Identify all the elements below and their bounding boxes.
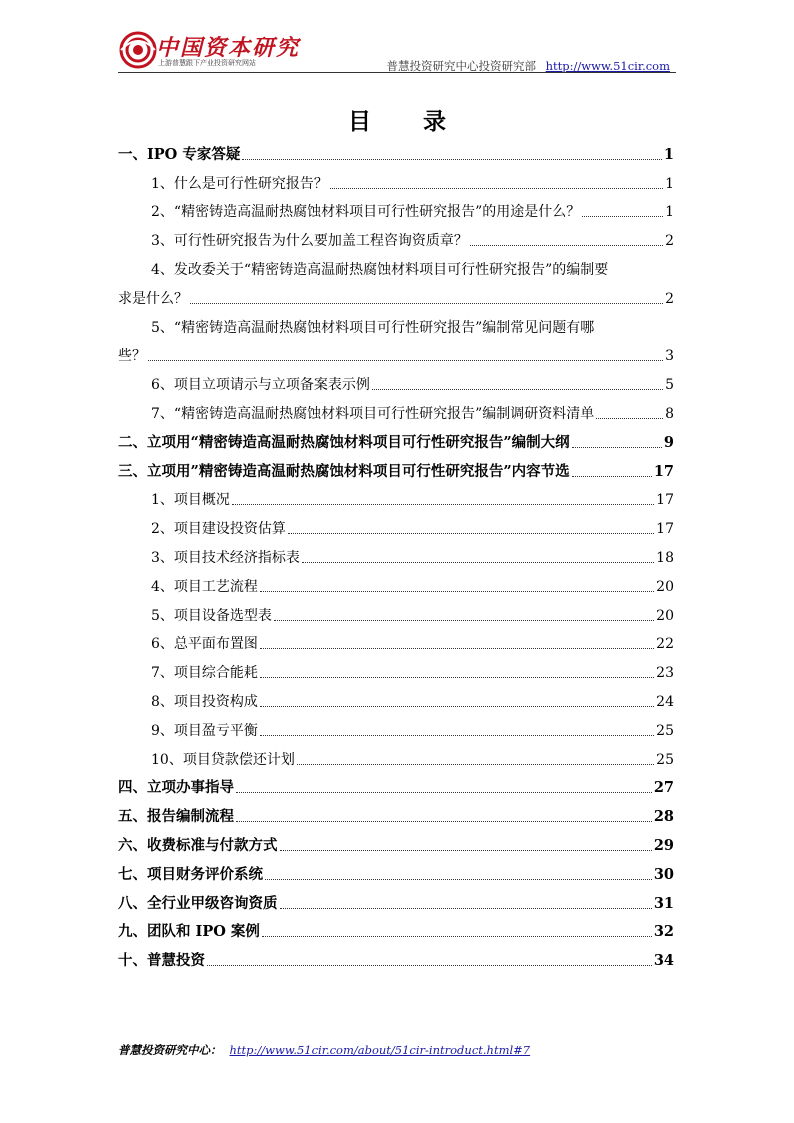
toc-page-number: 9 [663,433,674,451]
toc-entry-text: 6、总平面布置图 [151,636,258,653]
site-link[interactable]: http://www.51cir.com [545,59,670,73]
toc-entry-text: 8、项目投资构成 [151,693,258,710]
toc-page-number: 17 [653,462,674,480]
toc-entry[interactable] [118,399,674,428]
toc-page-number: 17 [656,521,674,538]
toc-chapter[interactable] [118,140,674,169]
toc-entry-text: 七、项目财务评价系统 [118,865,263,883]
toc-entry-text: 五、报告编制流程 [118,808,234,826]
toc-entry[interactable] [118,226,674,255]
toc-page-number: 22 [656,636,674,653]
toc-page-number: 23 [656,665,674,682]
toc-entry-text: 4、项目工艺流程 [151,578,258,595]
toc-entry-first-line[interactable] [118,255,674,284]
table-of-contents [118,140,674,975]
logo[interactable] [118,28,301,72]
toc-chapter[interactable] [118,428,674,457]
toc-page-number: 1 [663,145,674,163]
toc-page-number: 1 [665,175,674,192]
toc-page-number: 20 [656,607,674,624]
toc-entry-text: 3、可行性研究报告为什么要加盖工程咨询资质章？ [151,233,468,250]
toc-entry-text: 八、全行业甲级咨询资质 [118,894,278,912]
toc-page-number: 5 [665,377,674,394]
toc-entry[interactable] [118,342,674,371]
toc-page-number: 34 [653,952,674,970]
toc-chapter[interactable] [118,802,674,831]
toc-page-number: 25 [656,751,674,768]
dot-leader [148,360,663,361]
toc-entry[interactable] [118,370,674,399]
toc-chapter[interactable] [118,457,674,486]
toc-entry-text: 6、项目立项请示与立项备案表示例 [151,377,370,394]
dot-leader [242,159,662,160]
toc-page-number: 3 [665,348,674,365]
dot-leader [288,533,654,534]
dot-leader [596,418,663,419]
toc-entry-text: 5、“精密铸造高温耐热腐蚀材料项目可行性研究报告”编制常见问题有哪 [151,319,595,336]
toc-entry[interactable] [118,543,674,572]
toc-entry-text: 10、项目贷款偿还计划 [151,751,295,768]
toc-chapter[interactable] [118,918,674,947]
dot-leader [470,245,663,246]
toc-entry-text: 3、项目技术经济指标表 [151,549,300,566]
logo-title: 中国资本研究 [156,35,301,61]
toc-page-number: 18 [656,549,674,566]
dot-leader [572,447,662,448]
toc-chapter[interactable] [118,860,674,889]
toc-entry-text: 九、团队和 IPO 案例 [118,923,260,941]
page-header [118,28,676,74]
toc-page-number: 8 [665,405,674,422]
page-title: 目 录 [347,108,468,135]
toc-entry[interactable] [118,630,674,659]
toc-entry-text: 十、普慧投资 [118,952,205,970]
dot-leader [302,562,654,563]
toc-entry-text: 2、“精密铸造高温耐热腐蚀材料项目可行性研究报告”的用途是什么？ [151,204,581,221]
dot-leader [265,879,652,880]
toc-page-number: 27 [653,779,674,797]
dot-leader [236,792,652,793]
toc-entry-text: 四、立项办事指导 [118,779,234,797]
toc-entry[interactable] [118,486,674,515]
toc-entry-first-line[interactable] [118,313,674,342]
toc-chapter[interactable] [118,831,674,860]
dot-leader [572,476,652,477]
toc-entry[interactable] [118,198,674,227]
toc-page-number: 20 [656,578,674,595]
dot-leader [274,620,654,621]
toc-entry-text: 一、IPO 专家答疑 [118,145,241,163]
toc-entry-text: 二、立项用“精密铸造高温耐热腐蚀材料项目可行性研究报告”编制大纲 [118,433,570,451]
toc-entry-text: 些？ [118,348,146,365]
org-name: 普慧投资研究中心投资研究部 [386,59,536,73]
toc-entry-text: 六、收费标准与付款方式 [118,836,278,854]
logo-subtitle: 上游普慧跟下产业投资研究网站 [158,59,256,67]
footer-label: 普慧投资研究中心： [118,1043,222,1057]
toc-entry-text: 1、项目概况 [151,492,230,509]
toc-chapter[interactable] [118,946,674,975]
toc-entry[interactable] [118,716,674,745]
dot-leader [262,936,652,937]
dot-leader [582,216,663,217]
toc-entry-text: 三、立项用”精密铸造高温耐热腐蚀材料项目可行性研究报告”内容节选 [118,462,570,480]
toc-page-number: 17 [656,492,674,509]
toc-entry[interactable] [118,658,674,687]
toc-page-number: 30 [653,865,674,883]
toc-entry-text: 1、什么是可行性研究报告？ [151,175,328,192]
dot-leader [260,706,654,707]
toc-page-number: 25 [656,722,674,739]
toc-entry-text: 7、“精密铸造高温耐热腐蚀材料项目可行性研究报告”编制调研资料清单 [151,405,595,422]
toc-entry-text: 4、发改委关于“精密铸造高温耐热腐蚀材料项目可行性研究报告”的编制要 [151,261,609,278]
dot-leader [232,504,654,505]
toc-entry[interactable] [118,687,674,716]
toc-chapter[interactable] [118,889,674,918]
toc-entry[interactable] [118,601,674,630]
toc-entry[interactable] [118,745,674,774]
dot-leader [236,821,652,822]
dot-leader [280,850,652,851]
dot-leader [260,677,654,678]
toc-page-number: 29 [653,836,674,854]
toc-page-number: 28 [653,808,674,826]
toc-page-number: 32 [653,923,674,941]
toc-entry[interactable] [118,514,674,543]
dot-leader [372,389,663,390]
toc-entry[interactable] [118,169,674,198]
dot-leader [260,735,654,736]
header-divider [118,72,676,73]
toc-page-number: 2 [665,290,674,307]
page-footer [118,1042,530,1058]
dot-leader [280,908,652,909]
logo-swirl-icon [118,30,158,70]
toc-page-number: 24 [656,693,674,710]
toc-entry-text: 5、项目设备选型表 [151,607,272,624]
dot-leader [330,188,663,189]
dot-leader [207,965,652,966]
footer-link[interactable]: http://www.51cir.com/about/51cir-introduct.html#7 [229,1043,531,1057]
toc-entry-text: 7、项目综合能耗 [151,665,258,682]
toc-entry[interactable] [118,284,674,313]
toc-chapter[interactable] [118,774,674,803]
dot-leader [260,648,654,649]
toc-page-number: 31 [653,894,674,912]
toc-entry-text: 2、项目建设投资估算 [151,521,286,538]
toc-entry[interactable] [118,572,674,601]
toc-entry-text: 9、项目盈亏平衡 [151,722,258,739]
dot-leader [190,303,663,304]
dot-leader [260,591,654,592]
dot-leader [297,764,654,765]
toc-entry-text: 求是什么？ [118,290,188,307]
toc-page-number: 2 [665,233,674,250]
toc-page-number: 1 [665,204,674,221]
